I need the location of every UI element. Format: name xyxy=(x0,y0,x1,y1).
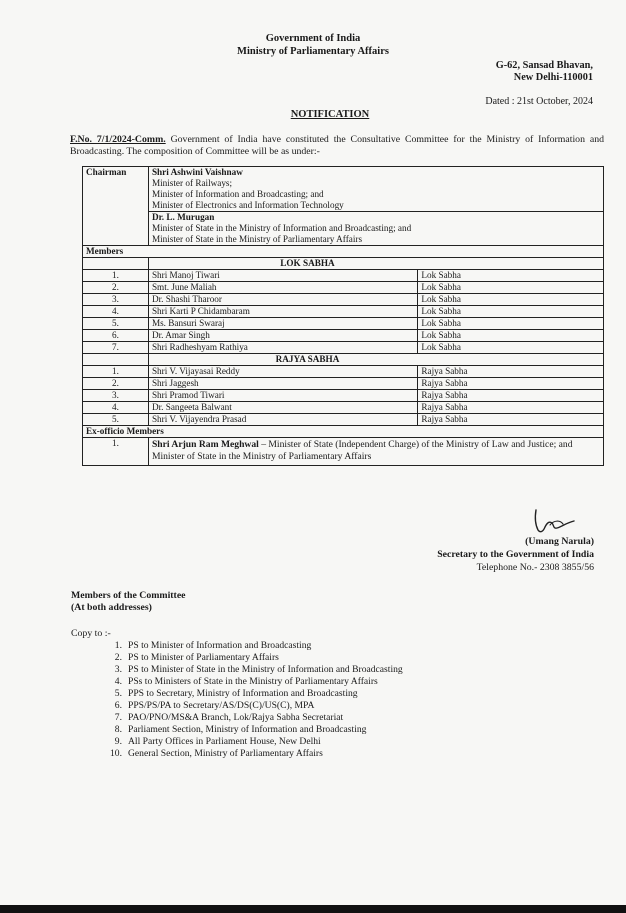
member-name: Dr. Amar Singh xyxy=(148,330,417,342)
lok-sabha-heading-row xyxy=(83,258,604,270)
address-line-1: G-62, Sansad Bhavan, xyxy=(495,60,593,71)
list-item-number: 6. xyxy=(114,700,122,711)
ex-officio-cell xyxy=(148,438,603,466)
table-row xyxy=(83,318,604,330)
intro-paragraph xyxy=(70,134,604,157)
government-title: Government of India xyxy=(265,33,361,44)
member-house: Rajya Sabha xyxy=(418,414,604,426)
table-row xyxy=(83,330,604,342)
row-number: 4. xyxy=(83,402,149,414)
member-name: Dr. Shashi Tharoor xyxy=(148,294,417,306)
table-row xyxy=(83,282,604,294)
list-item-text: PAO/PNO/MS&A Branch, Lok/Rajya Sabha Secretariat xyxy=(128,712,344,723)
list-item xyxy=(100,652,520,664)
row-number: 1. xyxy=(83,438,149,466)
list-item xyxy=(100,736,520,748)
file-number: F.No. 7/1/2024-Comm. xyxy=(70,134,166,145)
list-item-number: 4. xyxy=(114,676,122,687)
table-row xyxy=(83,366,604,378)
table-row xyxy=(83,414,604,426)
list-item-text: PSs to Ministers of State in the Ministry of Parliamentary Affairs xyxy=(128,676,378,687)
signatory-phone: Telephone No.- 2308 3855/56 xyxy=(476,562,594,573)
list-item xyxy=(100,724,520,736)
member-name: Shri Jaggesh xyxy=(148,378,417,390)
list-item-text: PS to Minister of State in the Ministry of Information and Broadcasting xyxy=(128,664,403,675)
member-house: Lok Sabha xyxy=(418,318,604,330)
member-house: Lok Sabha xyxy=(418,270,604,282)
member-name: Shri Radheshyam Rathiya xyxy=(148,342,417,354)
row-number: 2. xyxy=(83,282,149,294)
list-item xyxy=(100,676,520,688)
list-item-number: 8. xyxy=(114,724,122,735)
member-name: Shri Pramod Tiwari xyxy=(148,390,417,402)
mos-portfolio-2: Minister of State in the Ministry of Parliamentary Affairs xyxy=(151,234,363,244)
members-label-row xyxy=(83,246,604,258)
chairman-portfolio-3: Minister of Electronics and Information Technology xyxy=(151,200,344,210)
member-house: Lok Sabha xyxy=(418,306,604,318)
date-line: Dated : 21st October, 2024 xyxy=(485,96,593,107)
list-item-number: 5. xyxy=(114,688,122,699)
member-name: Smt. June Maliah xyxy=(148,282,417,294)
member-house: Lok Sabha xyxy=(418,282,604,294)
table-row xyxy=(83,306,604,318)
table-row xyxy=(83,390,604,402)
notification-heading: NOTIFICATION xyxy=(290,109,370,120)
list-item-number: 9. xyxy=(114,736,122,747)
list-item-number: 1. xyxy=(114,640,122,651)
row-number: 2. xyxy=(83,378,149,390)
list-item-number: 10. xyxy=(110,748,122,759)
list-item-number: 3. xyxy=(114,664,122,675)
committee-table xyxy=(82,166,604,466)
list-item xyxy=(100,748,520,760)
ex-officio-label-row xyxy=(83,426,604,438)
members-of-committee-label: Members of the Committee xyxy=(71,590,186,601)
signature-image xyxy=(530,508,582,534)
row-number: 5. xyxy=(83,414,149,426)
member-house: Lok Sabha xyxy=(418,342,604,354)
copy-to-label: Copy to :- xyxy=(71,628,111,639)
members-label: Members xyxy=(83,246,604,258)
member-name: Shri Karti P Chidambaram xyxy=(148,306,417,318)
mos-row xyxy=(83,212,604,246)
member-house: Rajya Sabha xyxy=(418,390,604,402)
list-item xyxy=(100,700,520,712)
chairman-name: Shri Ashwini Vaishnaw xyxy=(151,167,243,177)
member-name: Dr. Sangeeta Balwant xyxy=(148,402,417,414)
list-item-text: PS to Minister of Parliamentary Affairs xyxy=(128,652,279,663)
list-item-text: PPS to Secretary, Ministry of Information and Broadcasting xyxy=(128,688,358,699)
chairman-cell xyxy=(148,167,603,212)
member-house: Rajya Sabha xyxy=(418,378,604,390)
row-number: 5. xyxy=(83,318,149,330)
chairman-label: Chairman xyxy=(83,167,149,246)
signatory-name: (Umang Narula) xyxy=(525,536,594,547)
row-number: 3. xyxy=(83,294,149,306)
signatory-designation: Secretary to the Government of India xyxy=(437,549,594,560)
row-number: 7. xyxy=(83,342,149,354)
list-item-number: 7. xyxy=(114,712,122,723)
ex-officio-text: – Minister of State (Independent Charge) of the Ministry of Law and Justice; and Minister of State in the Ministry of Parliamentary Affairs xyxy=(151,439,573,462)
list-item-text: Parliament Section, Ministry of Information and Broadcasting xyxy=(128,724,367,735)
member-name: Shri V. Vijayendra Prasad xyxy=(148,414,417,426)
list-item-number: 2. xyxy=(114,652,122,663)
row-number: 1. xyxy=(83,366,149,378)
table-row xyxy=(83,294,604,306)
list-item xyxy=(100,712,520,724)
list-item-text: General Section, Ministry of Parliamentary Affairs xyxy=(128,748,323,759)
at-both-addresses-label: (At both addresses) xyxy=(71,602,152,613)
ex-officio-name: Shri Arjun Ram Meghwal xyxy=(151,439,259,450)
mos-portfolio-1: Minister of State in the Ministry of Information and Broadcasting; and xyxy=(151,223,412,233)
row-number: 4. xyxy=(83,306,149,318)
table-row xyxy=(83,378,604,390)
address-line-2: New Delhi-110001 xyxy=(513,72,593,83)
ex-officio-label: Ex-officio Members xyxy=(83,426,604,438)
list-item-text: All Party Offices in Parliament House, New Delhi xyxy=(128,736,321,747)
list-item xyxy=(100,640,520,652)
member-name: Shri V. Vijayasai Reddy xyxy=(148,366,417,378)
list-item xyxy=(100,664,520,676)
chairman-portfolio-1: Minister of Railways; xyxy=(151,178,233,188)
copy-to-list xyxy=(100,640,520,760)
member-name: Ms. Bansuri Swaraj xyxy=(148,318,417,330)
bottom-edge-bar xyxy=(0,905,626,913)
table-row xyxy=(83,270,604,282)
member-name: Shri Manoj Tiwari xyxy=(148,270,417,282)
table-row xyxy=(83,342,604,354)
lok-sabha-heading: LOK SABHA xyxy=(148,258,603,270)
ex-officio-row xyxy=(83,438,604,466)
row-number: 1. xyxy=(83,270,149,282)
ministry-title: Ministry of Parliamentary Affairs xyxy=(237,46,389,57)
member-house: Rajya Sabha xyxy=(418,402,604,414)
row-number: 6. xyxy=(83,330,149,342)
list-item-text: PS to Minister of Information and Broadcasting xyxy=(128,640,312,651)
list-item xyxy=(100,688,520,700)
mos-name: Dr. L. Murugan xyxy=(151,212,215,222)
row-number: 3. xyxy=(83,390,149,402)
member-house: Lok Sabha xyxy=(418,294,604,306)
member-house: Rajya Sabha xyxy=(418,366,604,378)
rajya-sabha-heading-row xyxy=(83,354,604,366)
chairman-row xyxy=(83,167,604,212)
table-row xyxy=(83,402,604,414)
list-item-text: PPS/PS/PA to Secretary/AS/DS(C)/US(C), MPA xyxy=(128,700,315,711)
member-house: Lok Sabha xyxy=(418,330,604,342)
mos-cell xyxy=(148,212,603,246)
rajya-sabha-heading: RAJYA SABHA xyxy=(148,354,603,366)
intro-text: Government of India have constituted the Consultative Committee for the Ministry of Information and Broadcasting. The composition of Committee will be as under:- xyxy=(70,134,604,157)
chairman-portfolio-2: Minister of Information and Broadcasting; and xyxy=(151,189,324,199)
